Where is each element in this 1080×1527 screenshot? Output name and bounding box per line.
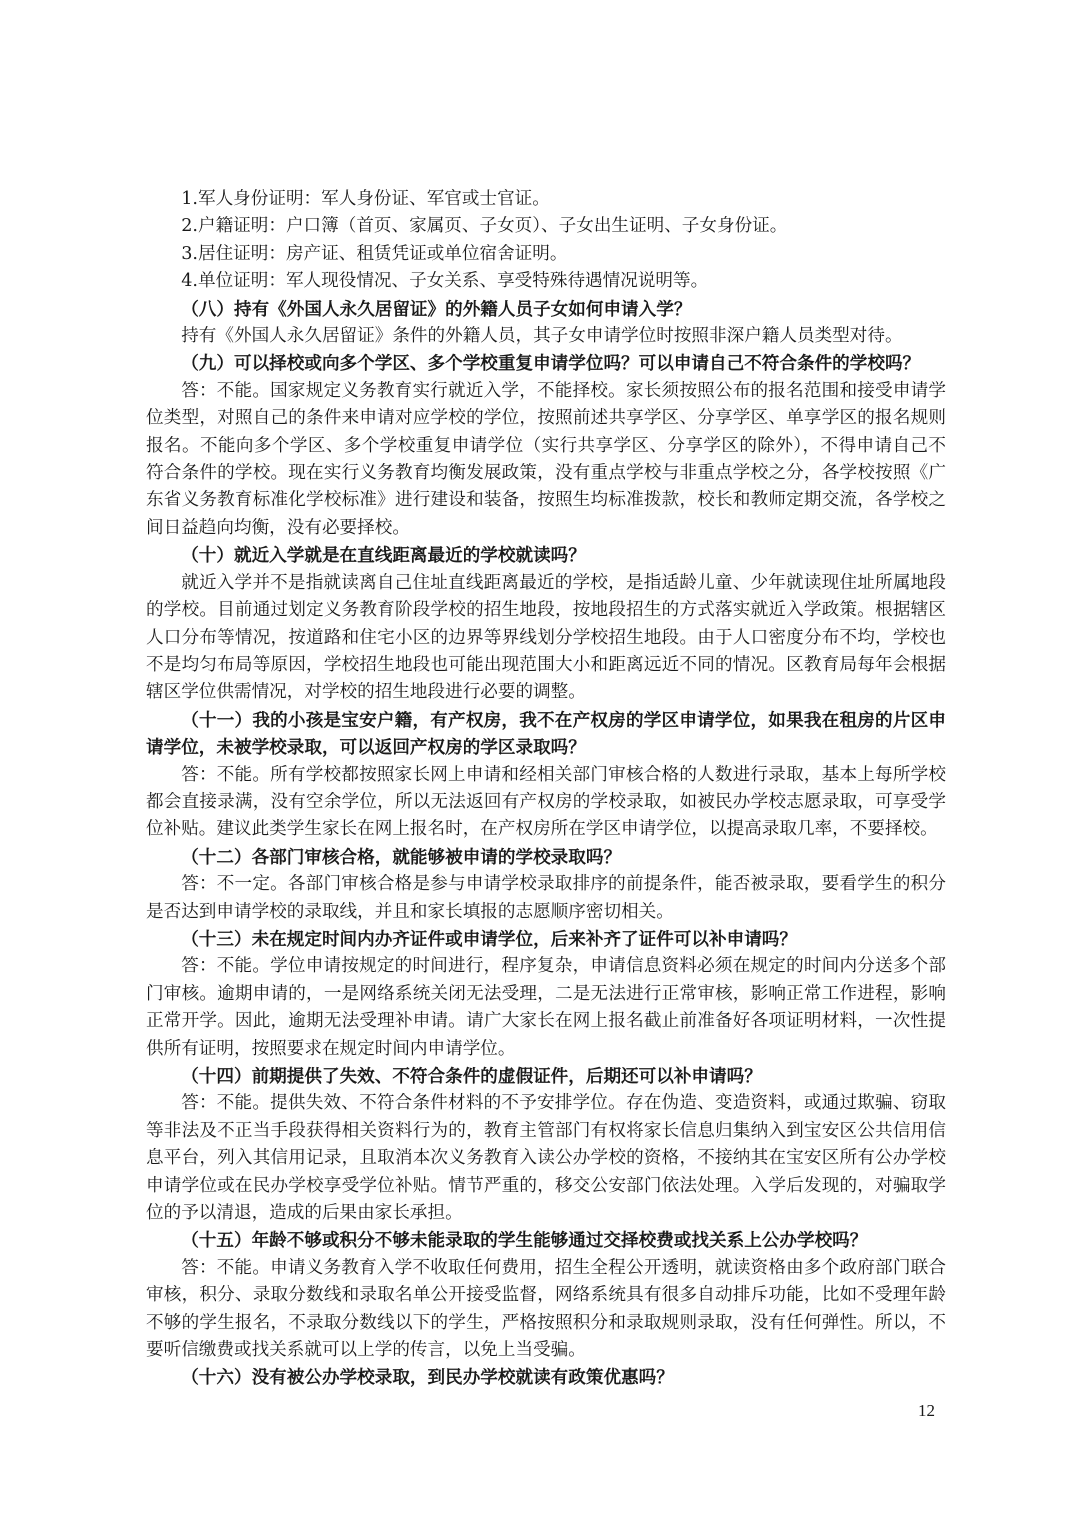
question-heading-9: （九）可以择校或向多个学区、多个学校重复申请学位吗？可以申请自己不符合条件的学校吗？ — [181, 353, 921, 375]
answer-paragraph-13: 答：不能。学位申请按规定的时间进行，程序复杂，申请信息资料必须在规定的时间内分送多个部门审核。逾期申请的，一是网络系统关闭无法受理，二是无法进行正常审核，影响正常工作进程，影响正常开学。因此，逾期无法受理补申请。请广大家长在网上报名截止前准备好各项证明材料，一次性提供所有证明，按照要求在规定时间内申请学位。 — [146, 956, 946, 1059]
list-item: 1.军人身份证明：军人身份证、军官或士官证。 — [181, 189, 550, 209]
answer-paragraph-15: 答：不能。申请义务教育入学不收取任何费用，招生全程公开透明，就读资格由多个政府部门联合审核，积分、录取分数线和录取名单公开接受监督，网络系统具有很多自动排斥功能，比如不受理年龄不够的学生报名，不录取分数线以下的学生，严格按照积分和录取规则录取，没有任何弹性。所以，不要听信缴费或找关系就可以上学的传言，以免上当受骗。 — [146, 1257, 946, 1361]
page-number: 12 — [918, 1401, 935, 1420]
question-heading-14: （十四）前期提供了失效、不符合条件的虚假证件，后期还可以补申请吗？ — [181, 1066, 762, 1087]
question-heading-10: （十）就近入学就是在直线距离最近的学校就读吗？ — [181, 545, 586, 567]
list-item: 2.户籍证明：户口簿（首页、家属页、子女页）、子女出生证明、子女身份证。 — [181, 216, 788, 237]
answer-paragraph-9: 答：不能。国家规定义务教育实行就近入学，不能择校。家长须按照公布的报名范围和接受申请学位类型，对照自己的条件来申请对应学校的学位，按照前述共享学区、分享学区、单享学区的报名规则报名。不能向多个学区、多个学校重复申请学位（实行共享学区、分享学区的除外），不得申请自己不符合条件的学校。现在实行义务教育均衡发展政策，没有重点学校与非重点学校之分，各学校按照《广东省义务教育标准化学校标准》进行建设和装备，按照生均标准拨款，校长和教师定期交流，各学校之间日益趋向均衡，没有必要择校。 — [146, 380, 946, 538]
question-heading-15: （十五）年龄不够或积分不够未能录取的学生能够通过交择校费或找关系上公办学校吗？ — [181, 1230, 868, 1252]
answer-paragraph-14: 答：不能。提供失效、不符合条件材料的不予安排学位。存在伪造、变造资料，或通过欺骗、窃取等非法及不正当手段获得相关资料行为的，教育主管部门有权将家长信息归集纳入到宝安区公共信用信息平台，列入其信用记录，且取消本次义务教育入读公办学校的资格，不接纳其在宝安区所有公办学校申请学位或在民办学校享受学位补贴。情节严重的，移交公安部门依法处理。入学后发现的，对骗取学位的予以清退，造成的后果由家长承担。 — [146, 1093, 946, 1224]
answer-paragraph-11: 答：不能。所有学校都按照家长网上申请和经相关部门审核合格的人数进行录取，基本上每所学校都会直接录满，没有空余学位，所以无法返回有产权房的学校录取，如被民办学校志愿录取，可享受学位补贴。建议此类学生家长在网上报名时，在产权房所在学区申请学位，以提高录取几率，不要择校。 — [146, 764, 946, 840]
question-heading-13: （十三）未在规定时间内办齐证件或申请学位，后来补齐了证件可以补申请吗？ — [181, 928, 797, 950]
question-heading-12: （十二）各部门审核合格，就能够被申请的学校录取吗？ — [181, 846, 622, 868]
answer-paragraph-10: 就近入学并不是指就读离自己住址直线距离最近的学校，是指适龄儿童、少年就读现住址所属地段的学校。目前通过划定义务教育阶段学校的招生地段，按地段招生的方式落实就近入学政策。根据辖区人口分布等情况，按道路和住宅小区的边界等界线划分学校招生地段。由于人口密度分布不均，学校也不是均匀布局等原因，学校招生地段也可能出现范围大小和距离远近不同的情况。区教育局每年会根据辖区学位供需情况，对学校的招生地段进行必要的调整。 — [146, 572, 946, 703]
list-item: 4.单位证明：军人现役情况、子女关系、享受特殊待遇情况说明等。 — [181, 271, 709, 292]
answer-paragraph-12: 答：不一定。各部门审核合格是参与申请学校录取排序的前提条件，能否被录取，要看学生的积分是否达到申请学校的录取线，并且和家长填报的志愿顺序密切相关。 — [146, 874, 946, 922]
question-heading-11: （十一）我的小孩是宝安户籍，有产权房，我不在产权房的学区申请学位，如果我在租房的片区申请学位，未被学校录取，可以返回产权房的学区录取吗？ — [146, 709, 946, 759]
list-item: 3.居住证明：房产证、租赁凭证或单位宿舍证明。 — [181, 243, 568, 264]
question-heading-8: （八）持有《外国人永久居留证》的外籍人员子女如何申请入学？ — [181, 298, 692, 320]
answer-paragraph-8: 持有《外国人永久居留证》条件的外籍人员，其子女申请学位时按照非深户籍人员类型对待。 — [181, 326, 903, 347]
question-heading-16: （十六）没有被公办学校录取，到民办学校就读有政策优惠吗？ — [181, 1367, 674, 1389]
document-body — [146, 186, 946, 1392]
